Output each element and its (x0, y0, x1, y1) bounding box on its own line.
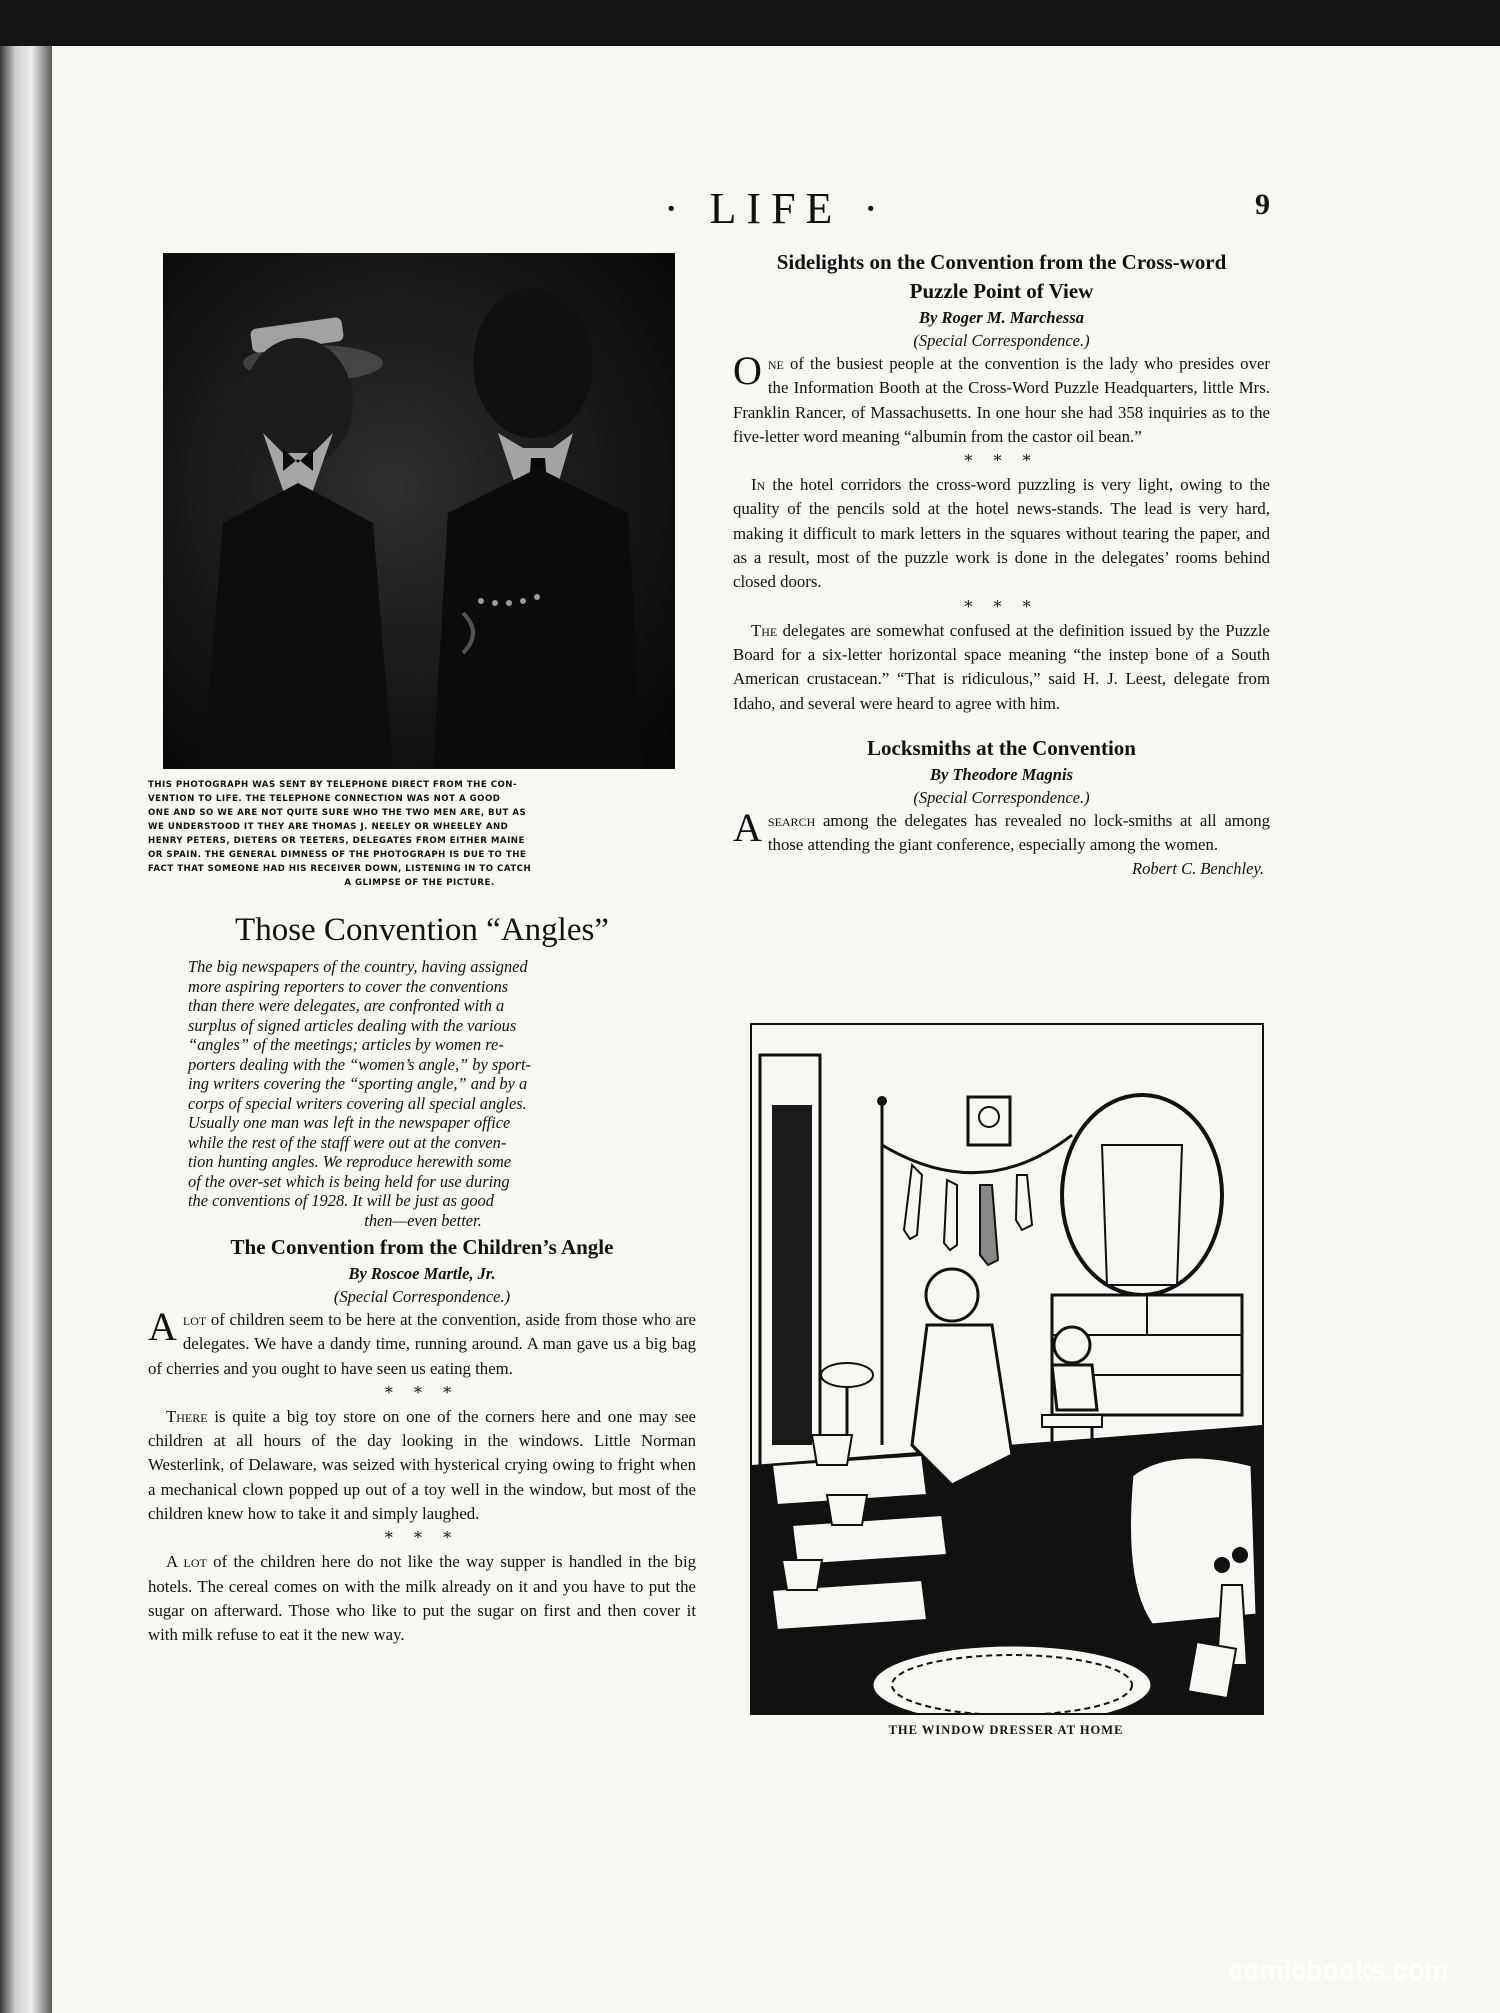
intro-line: tion hunting angles. We reproduce herewith some (188, 1152, 512, 1171)
article-paragraph (148, 1405, 696, 1526)
article-title: Puzzle Point of View (909, 279, 1094, 303)
paragraph-text: is quite a big toy store on one of the corners here and one may see children at all hours of the day looking in the windows. Little Norman Westerlink, of Delaware, was seized with hysterical crying owing to fright when a mechanical clown popped up out of a toy well in the window, but most of the children knew how to take it and simply laughed. (148, 1406, 696, 1524)
article-title: The Convention from the Children’s Angle (230, 1235, 614, 1259)
article-byline: By Roger M. Marchessa (918, 308, 1084, 327)
article-childrens-angle (148, 1233, 696, 1648)
drop-cap: O (733, 348, 762, 393)
drop-cap: A (148, 1304, 177, 1349)
paragraph-text: delegates are somewhat confused at the definition issued by the Puzzle Board for a six-letter horizontal space meaning “the instep bone of a South American crustacean.” “That is ridiculous,” said H. J. Leest, delegate from Idaho, and several were heard to agree with him. (733, 620, 1270, 713)
article-byline: By Roscoe Martle, Jr. (348, 1264, 496, 1283)
article-title: Locksmiths at the Convention (867, 735, 1136, 760)
caption-line: OR SPAIN. THE GENERAL DIMNESS OF THE PHOTOGRAPH IS DUE TO THE (148, 850, 527, 860)
article-paragraph (733, 473, 1270, 594)
caption-line: A GLIMPSE OF THE PICTURE. (344, 878, 495, 888)
intro-line: of the over-set which is being held for use during (188, 1171, 510, 1191)
article-paragraph (148, 1304, 696, 1381)
caption-line: ONE AND SO WE ARE NOT QUITE SURE WHO THE TWO MEN ARE, BUT AS (148, 808, 527, 818)
window-dresser-cartoon (750, 1023, 1264, 1715)
lead-word: lot (182, 1310, 207, 1329)
telephone-photograph (163, 253, 675, 769)
caption-line: HENRY PETERS, DIETERS OR TEETERS, DELEGATES FROM EITHER MAINE (148, 836, 525, 846)
article-dateline: (Special Correspondence.) (913, 787, 1090, 807)
caption-line: THIS PHOTOGRAPH WAS SENT BY TELEPHONE DIRECT FROM THE CON- (148, 780, 518, 790)
running-head: · LIFE · (663, 184, 889, 233)
intro-line: than there were delegates, are confronted with a (188, 996, 505, 1015)
cartoon-illustration (752, 1025, 1262, 1713)
article-byline: By Theodore Magnis (929, 764, 1073, 784)
paragraph-text: of the children here do not like the way supper is handled in the big hotels. The cereal comes on with the milk already on it and you have to put the sugar on afterward. Those who like to put the sugar on first and then cover it with milk refuse to eat it the new way. (148, 1552, 697, 1645)
caption-line: VENTION TO LIFE. THE TELEPHONE CONNECTION WAS NOT A GOOD (148, 794, 501, 804)
paragraph-text: among the delegates has revealed no lock-smiths at all among those attending the giant conference, especially among the women. (767, 810, 1270, 855)
intro-line: “angles” of the meetings; articles by women re- (188, 1035, 504, 1054)
cartoon-caption: THE WINDOW DRESSER AT HOME (888, 1723, 1124, 1737)
lead-word: search (767, 810, 816, 830)
section-break: * * * (384, 1382, 460, 1402)
lead-word: ne (767, 354, 784, 373)
article-paragraph (733, 804, 1270, 858)
caption-line: FACT THAT SOMEONE HAD HIS RECEIVER DOWN, LISTENING IN TO CATCH (148, 864, 532, 874)
article-title: Sidelights on the Convention from the Cross-word (776, 250, 1227, 274)
article-paragraph (733, 348, 1270, 449)
caption-line: WE UNDERSTOOD IT THEY ARE THOMAS J. NEELEY OR WHEELEY AND (148, 822, 509, 832)
intro-line: corps of special writers covering all special angles. (188, 1093, 527, 1113)
article-paragraph (148, 1550, 696, 1647)
intro-line: ing writers covering the “sporting angle,” and by a (188, 1074, 528, 1093)
photo-caption (148, 778, 691, 890)
feature-intro (188, 957, 658, 1230)
article-dateline: (Special Correspondence.) (913, 331, 1090, 350)
lead-word: There (166, 1406, 208, 1426)
paragraph-text: of the busiest people at the convention is the lady who presides over the Information Booth at the Cross-Word Puzzle Headquarters, little Mrs. Franklin Rancer, of Massachusetts. In one hour she had 358 inquiries as to the five-letter word meaning “albumin from the castor oil bean.” (733, 354, 1270, 446)
intro-line: surplus of signed articles dealing with the various (188, 1015, 517, 1035)
intro-line: the conventions of 1928. It will be just as good (188, 1191, 494, 1210)
section-break: * * * (964, 596, 1039, 616)
article-crossword (733, 248, 1270, 880)
photograph-two-men (163, 253, 675, 769)
intro-line: then—even better. (364, 1210, 482, 1230)
watermark: comicbooks.com (1228, 1955, 1449, 1985)
paragraph-text: of children seem to be here at the convention, aside from those who are delegates. We have a dandy time, running around. A man gave us a big bag of cherries and you ought to have seen us eating them. (148, 1310, 696, 1378)
lead-word: A lot (166, 1552, 207, 1572)
intro-line: Usually one man was left in the newspaper office (188, 1113, 511, 1132)
lead-word: The (751, 620, 778, 640)
section-break: * * * (384, 1528, 460, 1548)
intro-line: The big newspapers of the country, having assigned (188, 957, 528, 976)
article-dateline: (Special Correspondence.) (333, 1287, 511, 1306)
feature-title: Those Convention “Angles” (235, 912, 609, 948)
page-number: 9 (1255, 188, 1270, 221)
lead-word: In (751, 475, 766, 495)
section-break: * * * (964, 451, 1039, 471)
article-paragraph (733, 619, 1270, 716)
paragraph-text: the hotel corridors the cross-word puzzling is very light, owing to the quality of the pencils sold at the hotel news-stands. The lead is very hard, making it difficult to mark letters in the squares without tearing the paper, and as a result, most of the puzzle work is done in the delegates’ rooms behind closed doors. (733, 475, 1270, 592)
drop-cap: A (733, 804, 762, 850)
book-spine (0, 46, 52, 2013)
intro-line: porters dealing with the “women’s angle,” by sport- (188, 1054, 531, 1074)
intro-line: while the rest of the staff were out at the conven- (188, 1132, 507, 1152)
author-signature: Robert C. Benchley. (1132, 859, 1264, 879)
intro-line: more aspiring reporters to cover the conventions (188, 976, 509, 996)
